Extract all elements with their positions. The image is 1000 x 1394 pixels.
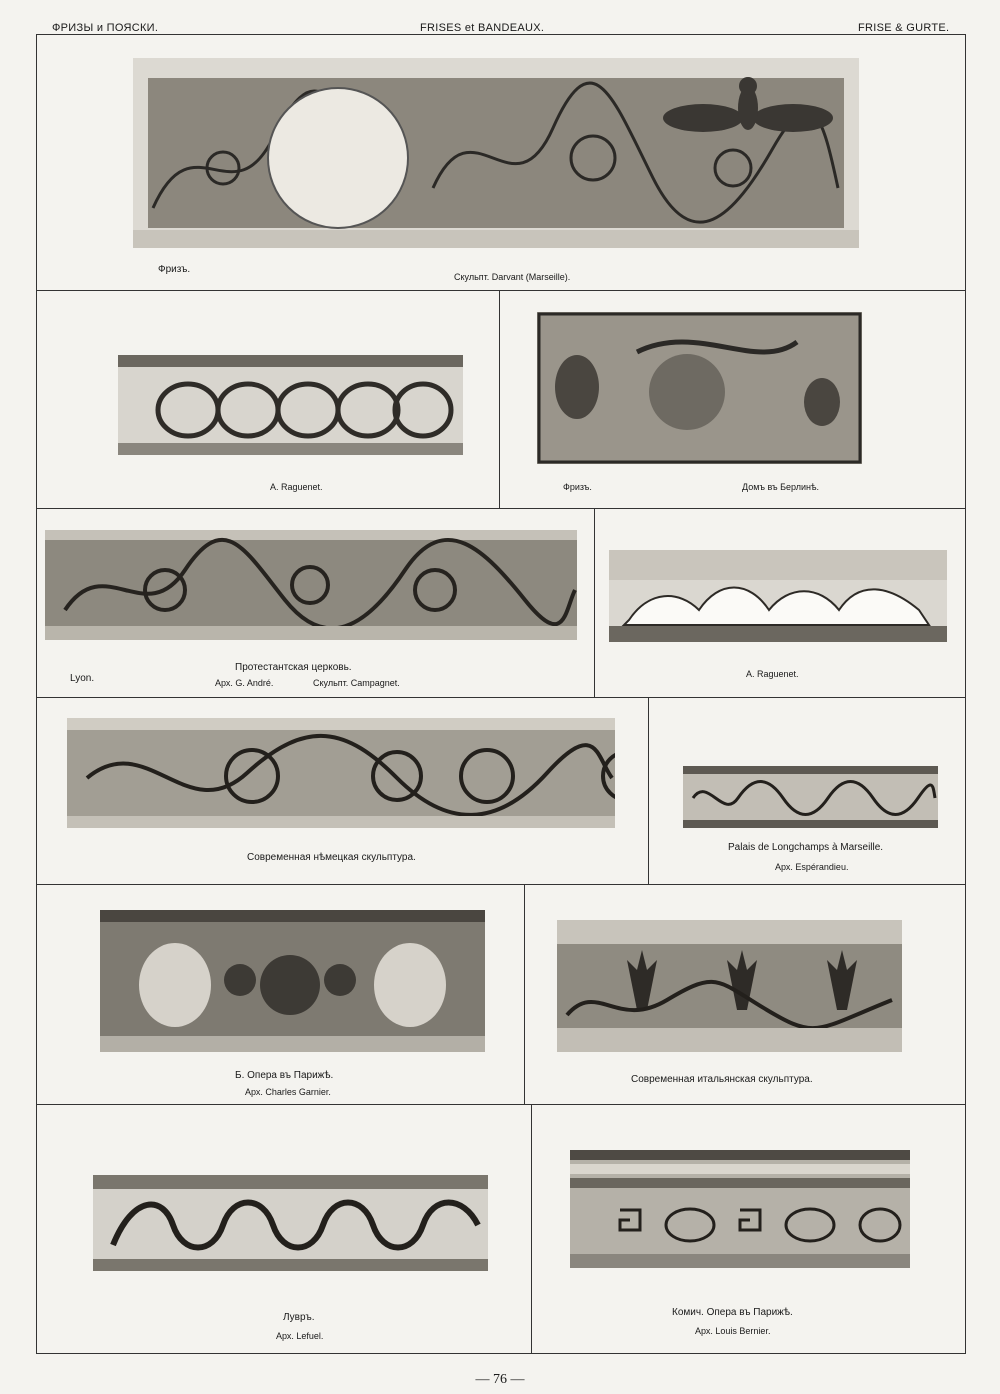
caption-p5: A. Raguenet. bbox=[746, 669, 799, 679]
frieze-illustration-darvant bbox=[133, 58, 859, 248]
caption-p10-title: Лувръ. bbox=[283, 1312, 315, 1323]
scroll-band-illustration-longchamps bbox=[683, 766, 938, 828]
caption-p4-arch: Арх. G. André. bbox=[215, 678, 274, 688]
divider bbox=[36, 290, 966, 291]
caption-p1-center: Скульпт. Darvant (Marseille). bbox=[454, 272, 571, 282]
divider bbox=[531, 1104, 532, 1354]
header-center: FRISES et BANDEAUX. bbox=[420, 22, 545, 34]
wave-scroll-illustration-louvre bbox=[93, 1175, 488, 1271]
cornice-illustration-opera-comique bbox=[570, 1150, 910, 1268]
caption-p8-title: Б. Опера въ Парижѣ. bbox=[235, 1070, 334, 1081]
caption-p3-left: Фризъ. bbox=[563, 482, 592, 492]
caption-p9: Современная итальянская скульптура. bbox=[631, 1074, 813, 1085]
ribbon-frieze-illustration bbox=[118, 355, 463, 455]
divider bbox=[594, 508, 595, 697]
divider bbox=[36, 1104, 966, 1105]
caption-p8-arch: Арх. Charles Garnier. bbox=[245, 1087, 331, 1097]
caption-p11-title: Комич. Опера въ Парижѣ. bbox=[672, 1307, 793, 1318]
leaf-frieze-illustration bbox=[609, 550, 947, 642]
caption-p6: Современная нѣмецкая скульптура. bbox=[247, 852, 416, 863]
caption-p4-title: Протестантская церковь. bbox=[235, 662, 352, 673]
divider bbox=[499, 290, 500, 508]
caption-p11-arch: Арх. Louis Bernier. bbox=[695, 1326, 771, 1336]
divider bbox=[36, 508, 966, 509]
caption-p4-sculpt: Скульпт. Campagnet. bbox=[313, 678, 400, 688]
caption-p7-title: Palais de Longchamps à Marseille. bbox=[728, 842, 884, 853]
caption-p4-left: Lyon. bbox=[70, 673, 95, 684]
foliage-frieze-illustration-berlin bbox=[537, 312, 862, 464]
scroll-frieze-illustration-lyon bbox=[45, 530, 577, 640]
caption-p3-right: Домъ въ Берлинѣ. bbox=[742, 482, 819, 492]
page-number: — 76 — bbox=[475, 1372, 525, 1387]
header-left: ФРИЗЫ и ПОЯСКИ. bbox=[52, 22, 159, 34]
caption-p7-arch: Арх. Espérandieu. bbox=[775, 862, 849, 872]
divider bbox=[36, 884, 966, 885]
divider bbox=[36, 697, 966, 698]
rosette-frieze-illustration-german bbox=[67, 718, 615, 828]
caption-p1-left: Фризъ. bbox=[158, 264, 191, 275]
palmette-frieze-illustration-italian bbox=[557, 920, 902, 1052]
caption-p2: A. Raguenet. bbox=[270, 482, 323, 492]
cartouche-frieze-illustration-garnier bbox=[100, 910, 485, 1052]
divider bbox=[648, 697, 649, 884]
caption-p10-arch: Арх. Lefuel. bbox=[276, 1331, 324, 1341]
divider bbox=[524, 884, 525, 1104]
header-right: FRISE & GURTE. bbox=[858, 22, 950, 34]
